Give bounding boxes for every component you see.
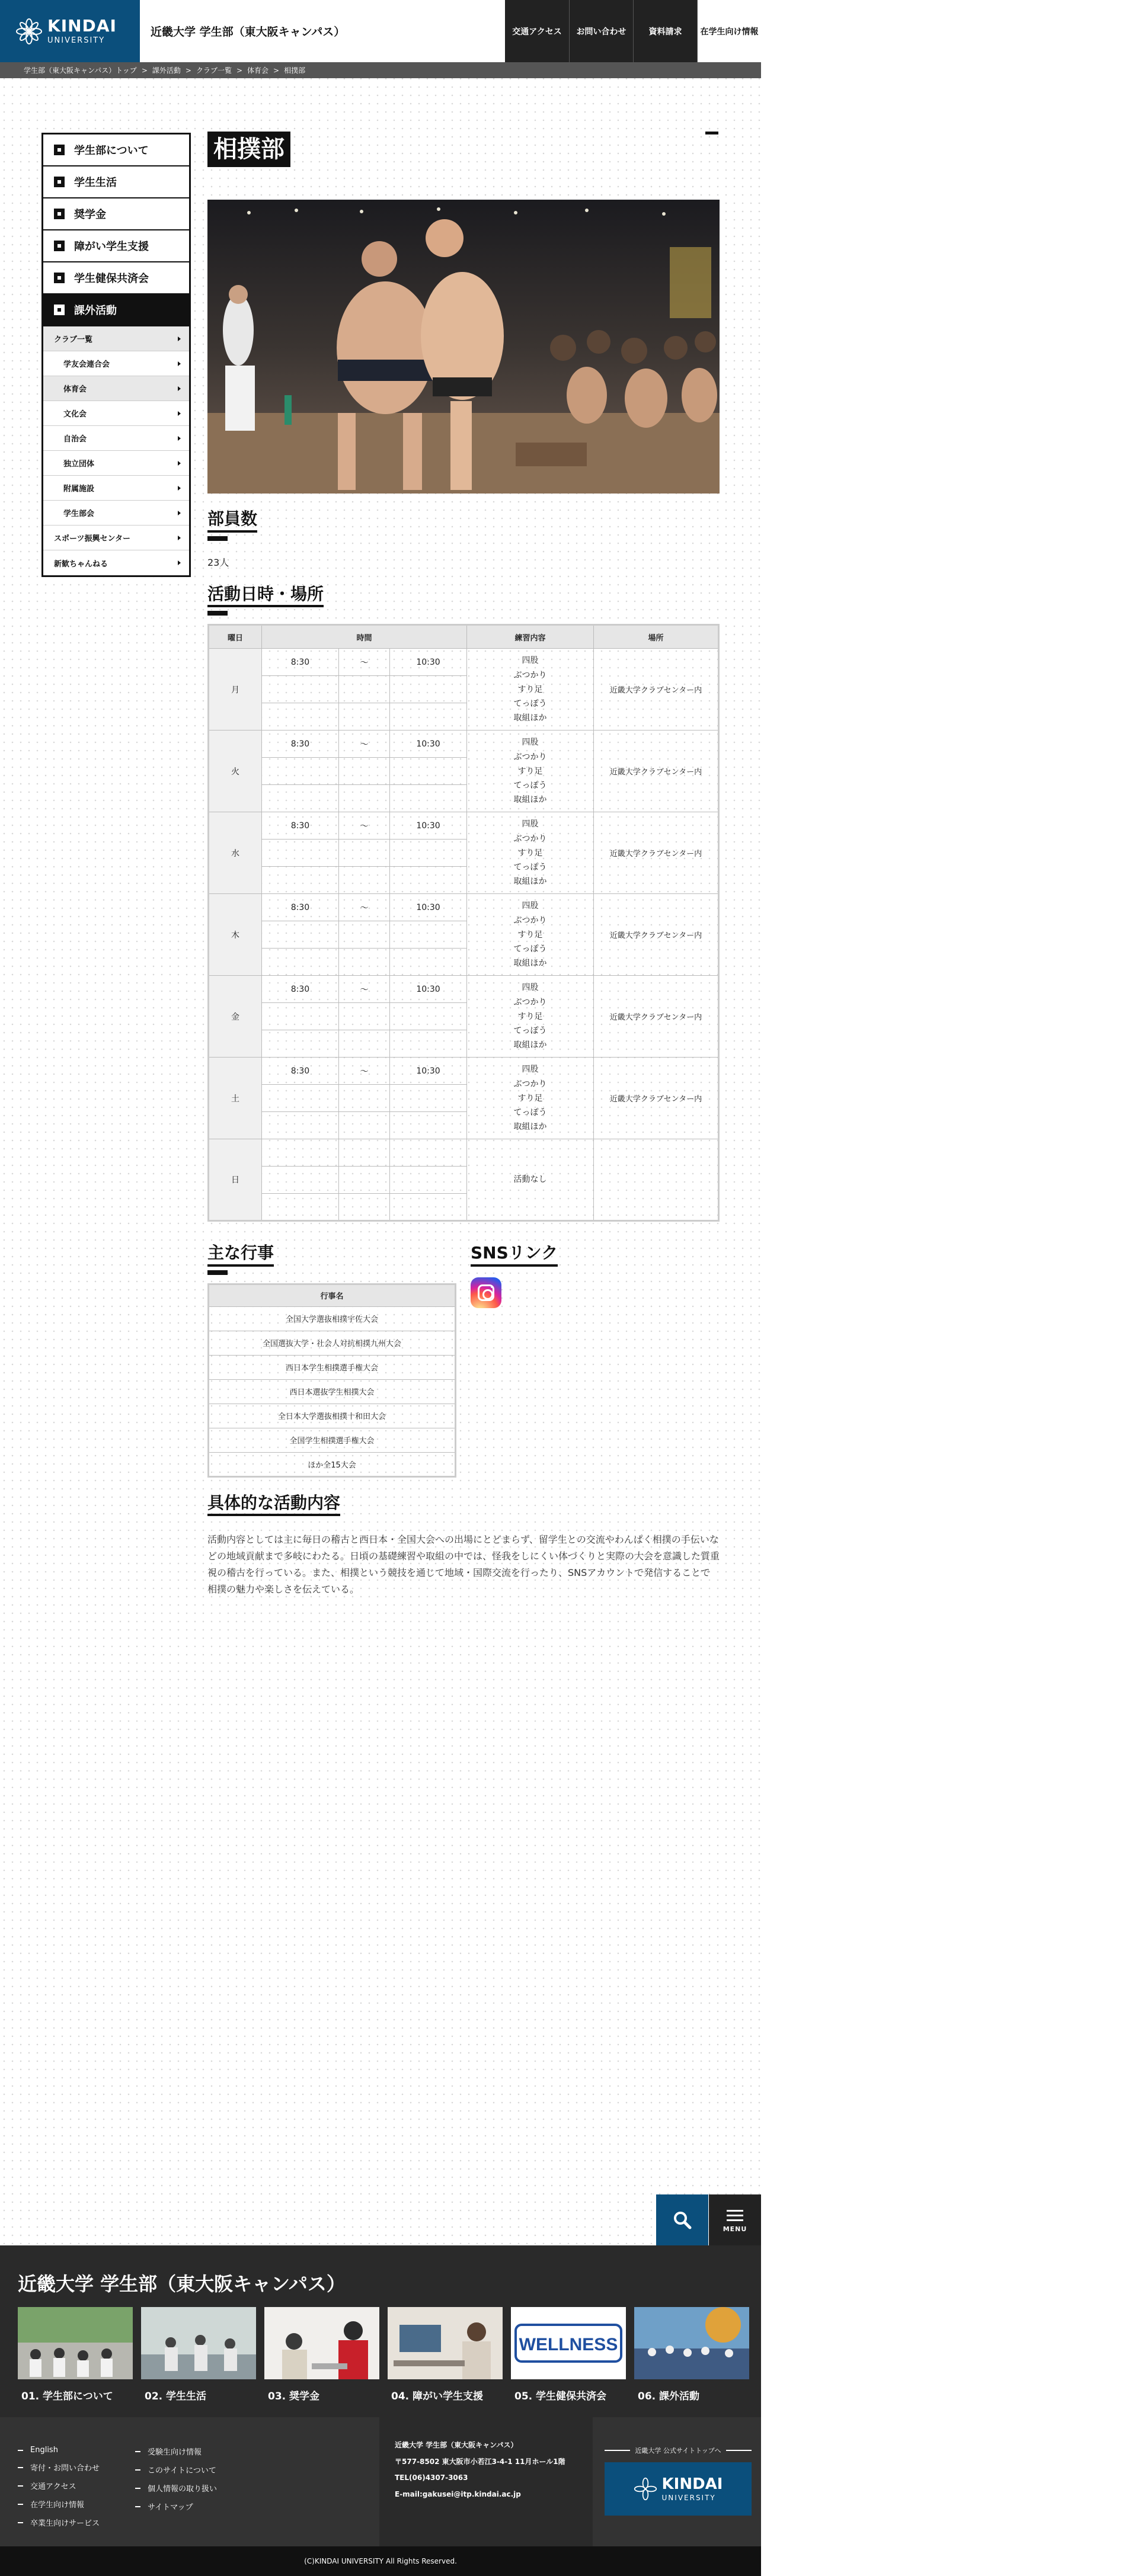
- footer-card-activities[interactable]: [634, 2307, 749, 2402]
- sidebar-sub-label: 文化会: [63, 410, 87, 419]
- sidebar-item-life[interactable]: [43, 166, 189, 198]
- square-bullet-icon: [54, 305, 65, 315]
- event-row: [209, 1428, 456, 1452]
- schedule-content: [467, 1139, 594, 1221]
- arrow-right-icon: [178, 511, 181, 515]
- card-photo: [388, 2307, 503, 2379]
- event-row: [209, 1379, 456, 1404]
- card-label: 06. 課外活動: [638, 2391, 700, 2402]
- content-line: すり足: [517, 684, 543, 694]
- site-header: [0, 0, 761, 62]
- schedule-empty: [339, 840, 390, 867]
- logo-wordmark: KINDAI: [47, 15, 117, 36]
- content-line: 四股: [522, 738, 539, 748]
- sidebar-sub-clubs[interactable]: [43, 326, 189, 351]
- footer-link[interactable]: 個人情報の取り扱い: [135, 2482, 217, 2494]
- event-name: 西日本学生相撲選手権大会: [209, 1355, 456, 1379]
- official-caption: 近畿大学 公式サイトトップへ: [605, 2446, 752, 2455]
- arrow-right-icon: [178, 536, 181, 540]
- content-line: てっぽう: [513, 699, 547, 709]
- content-line: 四股: [522, 819, 539, 829]
- content-line: てっぽう: [513, 862, 547, 872]
- footer-logo-sub: UNIVERSITY: [661, 2493, 716, 2502]
- schedule-day: 日: [209, 1139, 262, 1221]
- schedule-empty: [339, 676, 390, 703]
- flower-logo-icon: [634, 2477, 657, 2501]
- schedule-empty: [390, 1030, 467, 1058]
- footer-link[interactable]: 寄付・お問い合わせ: [18, 2462, 100, 2473]
- content-line: すり足: [517, 930, 543, 940]
- schedule-place: 近畿大学クラブセンター内: [594, 894, 719, 976]
- schedule-empty: [390, 1085, 467, 1112]
- schedule-day: 月: [209, 649, 262, 730]
- schedule-tilde: [339, 1139, 390, 1167]
- footer-link[interactable]: 在学生向け情報: [18, 2498, 100, 2510]
- schedule-empty: [339, 703, 390, 730]
- footer-link[interactable]: 受験生向け情報: [135, 2446, 217, 2457]
- content-line: 取組ほか: [513, 713, 547, 723]
- sidebar-item-activities[interactable]: [43, 294, 189, 326]
- address-tel: TEL(06)4307-3063: [395, 2474, 468, 2482]
- schedule-empty: [390, 1194, 467, 1221]
- event-row: [209, 1355, 456, 1379]
- arrow-right-icon: [178, 461, 181, 466]
- schedule-empty: [390, 1112, 467, 1139]
- col-day: 曜日: [209, 625, 262, 649]
- schedule-row: [209, 812, 719, 840]
- content-line: ぶつかり: [513, 752, 547, 762]
- event-row: [209, 1306, 456, 1331]
- content-line: 四股: [522, 656, 539, 666]
- heading-underline: [207, 536, 228, 541]
- address-postal: 〒577-8502 東大阪市小若江3-4-1 11月ホール1階: [395, 2457, 565, 2466]
- schedule-content: [467, 894, 594, 976]
- square-bullet-icon: [54, 273, 65, 283]
- content-line: すり足: [517, 1011, 543, 1021]
- footer-card-health[interactable]: [511, 2307, 626, 2402]
- logo-sub: UNIVERSITY: [47, 36, 106, 45]
- site-footer: [0, 2245, 761, 2576]
- square-bullet-icon: [54, 177, 65, 187]
- sidebar-item-scholarship[interactable]: [43, 198, 189, 230]
- content-line: 取組ほか: [513, 1122, 547, 1132]
- schedule-empty: [390, 703, 467, 730]
- nav-students[interactable]: 在学生向け情報: [697, 0, 761, 62]
- nav-access[interactable]: 交通アクセス: [505, 0, 569, 62]
- schedule-content: [467, 976, 594, 1058]
- footer-link[interactable]: 卒業生向けサービス: [18, 2517, 100, 2528]
- schedule-start: 8:30: [262, 894, 339, 921]
- event-row: [209, 1404, 456, 1428]
- footer-cards: [18, 2307, 749, 2402]
- footer-card-about[interactable]: [18, 2307, 133, 2402]
- schedule-row: [209, 894, 719, 921]
- schedule-content: [467, 730, 594, 812]
- sidebar-sub-independent[interactable]: [43, 451, 189, 476]
- address-org: 近畿大学 学生部（東大阪キャンパス）: [395, 2441, 518, 2449]
- schedule-empty: [339, 867, 390, 894]
- event-name: ほか全15大会: [209, 1452, 456, 1476]
- breadcrumb-activities[interactable]: 課外活動: [152, 66, 181, 75]
- content-line: てっぽう: [513, 780, 547, 790]
- arrow-right-icon: [178, 337, 181, 341]
- schedule-row: [209, 976, 719, 1003]
- footer-kindai-logo[interactable]: [605, 2462, 752, 2516]
- schedule-place: 近畿大学クラブセンター内: [594, 1058, 719, 1139]
- schedule-table: [207, 624, 720, 1222]
- events-section: [207, 1228, 456, 1478]
- schedule-empty: [262, 785, 339, 812]
- sidebar-item-about[interactable]: [43, 134, 189, 166]
- sidebar-sub-label: スポーツ振興センター: [54, 534, 130, 543]
- schedule-empty: [262, 1167, 339, 1194]
- content-line: 四股: [522, 1065, 539, 1075]
- schedule-place: [594, 1139, 719, 1221]
- card-label: 03. 奨学金: [268, 2391, 320, 2402]
- sidebar-item-disability[interactable]: [43, 230, 189, 262]
- sidebar-sub-label: 学友会連合会: [63, 360, 110, 369]
- hamburger-icon: [727, 2207, 743, 2224]
- card-photo: [18, 2307, 133, 2379]
- square-bullet-icon: [54, 241, 65, 251]
- content-line: すり足: [517, 848, 543, 858]
- col-time: 時間: [262, 625, 467, 649]
- sns-section: [471, 1228, 708, 1478]
- content-line: ぶつかり: [513, 915, 547, 925]
- footer-link[interactable]: 交通アクセス: [18, 2480, 100, 2491]
- square-bullet-icon: [54, 209, 65, 219]
- breadcrumb: [0, 62, 761, 78]
- arrow-right-icon: [178, 411, 181, 416]
- footer-card-disability[interactable]: [388, 2307, 503, 2402]
- schedule-empty: [262, 840, 339, 867]
- schedule-tilde: 〜: [339, 649, 390, 676]
- schedule-heading: 活動日時・場所: [207, 584, 324, 608]
- schedule-end: 10:30: [390, 812, 467, 840]
- schedule-empty: [390, 867, 467, 894]
- schedule-empty: [339, 1085, 390, 1112]
- schedule-row: [209, 649, 719, 676]
- arrow-right-icon: [178, 386, 181, 391]
- footer-links-col2: [135, 2446, 217, 2535]
- sidebar-item-label: 障がい学生支援: [74, 241, 149, 253]
- square-bullet-icon: [54, 145, 65, 155]
- members-heading: 部員数: [207, 509, 257, 533]
- copyright: (C)KINDAI UNIVERSITY All Rights Reserved.: [0, 2546, 761, 2576]
- event-name: 全国学生相撲選手権大会: [209, 1428, 456, 1452]
- menu-label: MENU: [723, 2225, 747, 2233]
- heading-underline: [207, 611, 228, 616]
- content-line: ぶつかり: [513, 1079, 547, 1089]
- arrow-right-icon: [178, 486, 181, 491]
- schedule-tilde: 〜: [339, 894, 390, 921]
- sidebar-item-label: 学生部について: [74, 145, 149, 157]
- schedule-start: 8:30: [262, 976, 339, 1003]
- official-site-link[interactable]: [605, 2446, 752, 2516]
- schedule-day: 水: [209, 812, 262, 894]
- schedule-empty: [262, 867, 339, 894]
- breadcrumb-sep: >: [273, 66, 280, 75]
- breadcrumb-top[interactable]: 学生部（東大阪キャンパス）トップ: [24, 66, 137, 75]
- arrow-right-icon: [178, 560, 181, 565]
- content-line: てっぽう: [513, 1107, 547, 1117]
- schedule-empty: [339, 1003, 390, 1030]
- events-heading: 主な行事: [207, 1243, 274, 1267]
- sidebar-sub-label: クラブ一覧: [54, 335, 93, 344]
- schedule-place: 近畿大学クラブセンター内: [594, 976, 719, 1058]
- blank-area: [761, 0, 1138, 2576]
- card-photo: [264, 2307, 379, 2379]
- breadcrumb-sep: >: [185, 66, 191, 75]
- nav-contact[interactable]: お問い合わせ: [569, 0, 633, 62]
- card-photo: [141, 2307, 256, 2379]
- schedule-empty: [262, 1085, 339, 1112]
- schedule-day: 金: [209, 976, 262, 1058]
- sidebar-item-health[interactable]: [43, 262, 189, 294]
- schedule-end: 10:30: [390, 649, 467, 676]
- schedule-row: [209, 1139, 719, 1167]
- schedule-empty: [390, 921, 467, 949]
- schedule-empty: [262, 758, 339, 785]
- schedule-end: 10:30: [390, 976, 467, 1003]
- sidebar: [41, 133, 191, 577]
- main-content: [207, 132, 720, 1598]
- event-name: 全国大学選抜相撲宇佐大会: [209, 1306, 456, 1331]
- schedule-empty: [339, 1030, 390, 1058]
- schedule-start: 8:30: [262, 730, 339, 758]
- menu-button[interactable]: [709, 2194, 761, 2245]
- schedule-empty: [262, 703, 339, 730]
- sidebar-sub-facilities[interactable]: [43, 476, 189, 501]
- content-line: 四股: [522, 901, 539, 911]
- member-count: 23人: [207, 556, 229, 568]
- nav-request[interactable]: 資料請求: [633, 0, 697, 62]
- event-row: [209, 1331, 456, 1355]
- search-icon: [672, 2210, 692, 2230]
- activity-heading: 具体的な活動内容: [207, 1493, 340, 1517]
- schedule-empty: [390, 1167, 467, 1194]
- schedule-place: 近畿大学クラブセンター内: [594, 812, 719, 894]
- content-line: 四股: [522, 983, 539, 993]
- schedule-start: 8:30: [262, 1058, 339, 1085]
- schedule-empty: [262, 676, 339, 703]
- schedule-start: 8:30: [262, 812, 339, 840]
- content-line: すり足: [517, 766, 543, 776]
- page-title: 相撲部: [207, 132, 290, 167]
- sumo-photo: [207, 200, 720, 494]
- event-name: 全国選抜大学・社会人対抗相撲九州大会: [209, 1331, 456, 1355]
- footer-address: [379, 2417, 593, 2546]
- schedule-content: [467, 649, 594, 730]
- activity-description: 活動内容としては主に毎日の稽古と西日本・全国大会への出場にとどまらず、留学生との交流やわんぱく相撲の手伝いなどの地域貢献まで多岐にわたる。日頃の基礎練習や取組の中では、怪我をしにくい体づくりと実際の大会を意識した質重視の稽古を行っている。また、相撲という競技を通じて地域・国際交流を行ったり、SNSアカウントで発信することで相撲の魅力や楽しさを伝えている。: [207, 1534, 720, 1595]
- site-name[interactable]: 近畿大学 学生部（東大阪キャンパス）: [151, 25, 346, 39]
- content-line: 取組ほか: [513, 794, 547, 805]
- content-line: てっぽう: [513, 944, 547, 954]
- schedule-tilde: 〜: [339, 730, 390, 758]
- sidebar-item-label: 学生健保共済会: [74, 273, 149, 285]
- events-table: [207, 1283, 456, 1478]
- card-label: 02. 学生生活: [145, 2391, 207, 2402]
- schedule-empty: [339, 1112, 390, 1139]
- sns-heading: SNSリンク: [471, 1243, 558, 1267]
- footer-links-col1: [18, 2446, 100, 2535]
- header-nav: [505, 0, 761, 62]
- content-line: 取組ほか: [513, 876, 547, 886]
- schedule-empty: [390, 676, 467, 703]
- search-button[interactable]: [656, 2194, 708, 2245]
- sidebar-sub-sports[interactable]: [43, 376, 189, 401]
- flower-logo-icon: [15, 18, 43, 45]
- schedule-content: [467, 812, 594, 894]
- arrow-right-icon: [178, 361, 181, 366]
- event-row: [209, 1452, 456, 1476]
- kindai-logo[interactable]: [0, 0, 140, 62]
- schedule-end: 10:30: [390, 1058, 467, 1085]
- schedule-content: [467, 1058, 594, 1139]
- sidebar-sub-label: 体育会: [63, 385, 87, 394]
- sidebar-sub-label: 新歓ちゃんねる: [54, 559, 108, 569]
- content-line: すり足: [517, 1093, 543, 1103]
- footer-link[interactable]: このサイトについて: [135, 2464, 217, 2475]
- sidebar-sub-autonomy[interactable]: [43, 426, 189, 451]
- schedule-end: [390, 1139, 467, 1167]
- breadcrumb-sep: >: [236, 66, 243, 75]
- content-line: てっぽう: [513, 1026, 547, 1036]
- schedule-empty: [339, 785, 390, 812]
- arrow-right-icon: [178, 436, 181, 441]
- footer-card-scholarship[interactable]: [264, 2307, 379, 2402]
- breadcrumb-clubs[interactable]: クラブ一覧: [196, 66, 232, 75]
- schedule-place: 近畿大学クラブセンター内: [594, 649, 719, 730]
- address-email[interactable]: E-mail:gakusei@itp.kindai.ac.jp: [395, 2490, 521, 2498]
- schedule-row: [209, 1058, 719, 1085]
- sidebar-item-label: 学生生活: [74, 177, 117, 189]
- content-line: 取組ほか: [513, 1040, 547, 1050]
- event-name: 西日本選抜学生相撲大会: [209, 1379, 456, 1404]
- schedule-row: [209, 730, 719, 758]
- schedule-end: 10:30: [390, 894, 467, 921]
- schedule-empty: [262, 1030, 339, 1058]
- schedule-tilde: 〜: [339, 976, 390, 1003]
- content-line: 取組ほか: [513, 958, 547, 968]
- col-content: 練習内容: [467, 625, 594, 649]
- schedule-empty: [262, 949, 339, 976]
- decorative-dash: [705, 132, 718, 134]
- sidebar-sub-label: 附属施設: [63, 485, 95, 494]
- footer-card-life[interactable]: [141, 2307, 256, 2402]
- schedule-empty: [339, 758, 390, 785]
- event-name: 全日本大学選抜相撲十和田大会: [209, 1404, 456, 1428]
- schedule-empty: [339, 949, 390, 976]
- schedule-empty: [339, 921, 390, 949]
- breadcrumb-current: 相撲部: [284, 66, 306, 75]
- footer-title[interactable]: 近畿大学 学生部（東大阪キャンパス）: [18, 2273, 346, 2295]
- card-label: 05. 学生健保共済会: [514, 2391, 607, 2402]
- schedule-empty: [390, 840, 467, 867]
- schedule-end: 10:30: [390, 730, 467, 758]
- content-line: ぶつかり: [513, 997, 547, 1007]
- card-photo: [634, 2307, 749, 2379]
- schedule-place: 近畿大学クラブセンター内: [594, 730, 719, 812]
- content-line: 活動なし: [513, 1175, 547, 1185]
- schedule-empty: [390, 785, 467, 812]
- sidebar-sub-department[interactable]: [43, 501, 189, 526]
- schedule-day: 土: [209, 1058, 262, 1139]
- schedule-empty: [390, 758, 467, 785]
- wellness-text: WELLNESS: [519, 2335, 618, 2354]
- schedule-start: [262, 1139, 339, 1167]
- schedule-empty: [262, 921, 339, 949]
- sidebar-item-label: 課外活動: [74, 305, 117, 317]
- sidebar-sub-sports-center[interactable]: [43, 526, 189, 550]
- card-label: 01. 学生部について: [21, 2391, 113, 2402]
- instagram-icon[interactable]: [471, 1277, 501, 1308]
- sidebar-sub-label: 学生部会: [63, 510, 95, 518]
- content-line: ぶつかり: [513, 670, 547, 680]
- sidebar-sub-welcome-channel[interactable]: [43, 550, 189, 575]
- sidebar-item-label: 奨学金: [74, 209, 106, 221]
- footer-logo-wordmark: KINDAI: [661, 2475, 723, 2493]
- footer-links: [18, 2446, 217, 2535]
- schedule-empty: [390, 1003, 467, 1030]
- schedule-empty: [390, 949, 467, 976]
- sidebar-sub-culture[interactable]: [43, 401, 189, 426]
- schedule-empty: [262, 1003, 339, 1030]
- footer-link[interactable]: English: [18, 2446, 100, 2455]
- col-event-name: 行事名: [209, 1284, 456, 1306]
- col-place: 場所: [594, 625, 719, 649]
- breadcrumb-sep: >: [141, 66, 148, 75]
- schedule-empty: [262, 1112, 339, 1139]
- breadcrumb-sports[interactable]: 体育会: [247, 66, 269, 75]
- sidebar-sub-label: 独立団体: [63, 460, 95, 469]
- schedule-day: 木: [209, 894, 262, 976]
- schedule-tilde: 〜: [339, 1058, 390, 1085]
- card-label: 04. 障がい学生支援: [391, 2391, 484, 2402]
- footer-link[interactable]: サイトマップ: [135, 2501, 217, 2512]
- footer-bottom: [0, 2417, 761, 2546]
- schedule-start: 8:30: [262, 649, 339, 676]
- schedule-empty: [339, 1167, 390, 1194]
- schedule-tilde: 〜: [339, 812, 390, 840]
- sidebar-sub-union[interactable]: [43, 351, 189, 376]
- sidebar-sub-label: 自治会: [63, 435, 87, 444]
- card-photo: [511, 2307, 626, 2379]
- content-line: ぶつかり: [513, 834, 547, 844]
- schedule-day: 火: [209, 730, 262, 812]
- schedule-empty: [339, 1194, 390, 1221]
- heading-underline: [207, 1270, 228, 1275]
- schedule-empty: [262, 1194, 339, 1221]
